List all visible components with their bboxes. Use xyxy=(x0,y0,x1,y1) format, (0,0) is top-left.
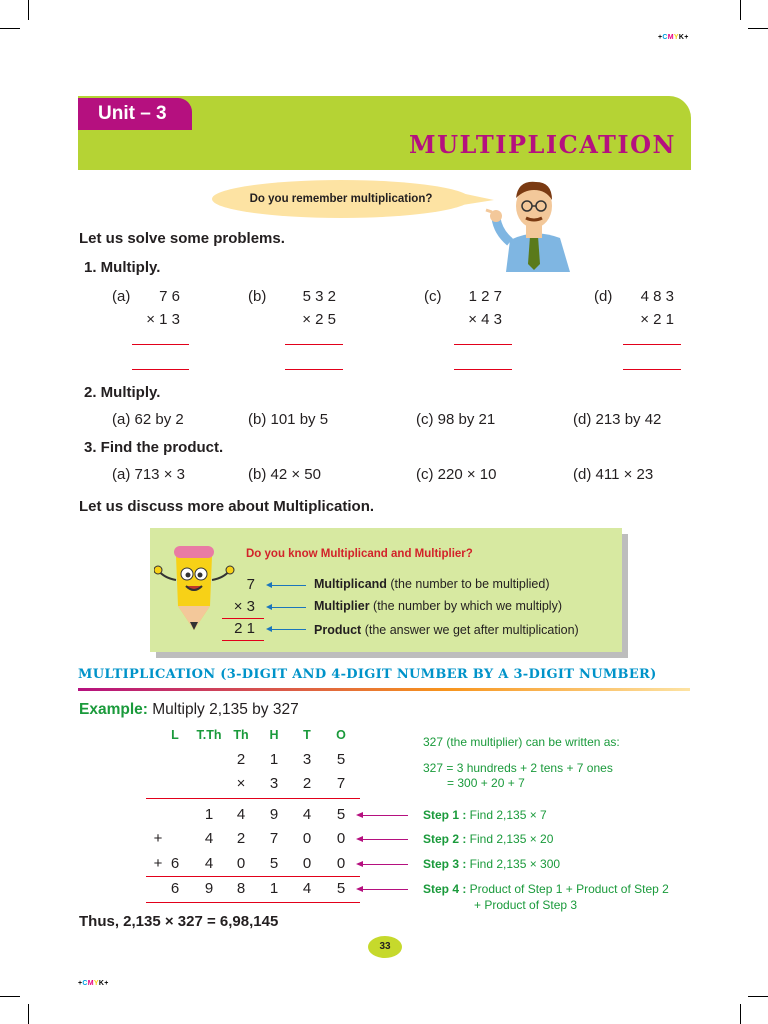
step-arrow-head xyxy=(356,861,363,867)
digit-cell: 1 xyxy=(269,880,279,897)
q1-a-label: (a) xyxy=(112,288,131,305)
q1-c-top: 1 2 7 xyxy=(468,288,502,305)
q2-item-a: (a) 62 by 2 xyxy=(112,411,184,428)
q2-item-d: (d) 213 by 42 xyxy=(573,411,662,428)
q1-d-bottom: × 2 1 xyxy=(640,311,674,328)
question-2-heading: 2. Multiply. xyxy=(84,384,161,401)
info-box-title: Do you know Multiplicand and Multiplier? xyxy=(246,548,473,560)
product-definition: Product (the answer we get after multiplication) xyxy=(314,623,579,637)
digit-cell: 6 xyxy=(170,855,180,872)
digit-cell: 4 xyxy=(204,855,214,872)
calculation-rule xyxy=(146,902,360,903)
speech-bubble: Do you remember multiplication? xyxy=(212,180,470,218)
digit-cell: 2 xyxy=(236,830,246,847)
column-header: O xyxy=(336,728,346,742)
arrow-line xyxy=(270,585,306,586)
q3-item-d: (d) 411 × 23 xyxy=(573,466,654,483)
intro-text: Let us solve some problems. xyxy=(79,230,285,247)
unit-tag: Unit – 3 xyxy=(78,98,192,130)
step-arrow-line xyxy=(362,839,408,840)
digit-cell: 0 xyxy=(302,855,312,872)
column-header: H xyxy=(269,728,279,742)
arrow-head xyxy=(266,604,272,610)
step-arrow-head xyxy=(356,836,363,842)
cmyk-mark-bottom: +CMYK+ xyxy=(78,980,109,987)
digit-cell: 0 xyxy=(302,830,312,847)
crop-mark xyxy=(28,1004,29,1024)
answer-line xyxy=(285,344,343,345)
digit-cell: 0 xyxy=(336,855,346,872)
step-4: Step 4 : Product of Step 1 + Product of Step 2 xyxy=(423,882,669,896)
question-1-heading: 1. Multiply. xyxy=(84,259,161,276)
answer-line xyxy=(132,369,189,370)
digit-cell: 5 xyxy=(336,751,346,768)
q1-b-bottom: × 2 5 xyxy=(302,311,336,328)
digit-cell: 4 xyxy=(302,880,312,897)
q1-d-top: 4 8 3 xyxy=(640,288,674,305)
q2-item-b: (b) 101 by 5 xyxy=(248,411,329,428)
step-arrow-line xyxy=(362,815,408,816)
q1-a-bottom: × 1 3 xyxy=(146,311,180,328)
column-header: T xyxy=(303,728,311,742)
product-rule xyxy=(222,618,264,619)
digit-cell: 4 xyxy=(302,806,312,823)
row-sign: + xyxy=(153,830,163,847)
multiplicand-definition: Multiplicand (the number to be multiplied) xyxy=(314,577,550,591)
crop-mark xyxy=(0,996,20,997)
expansion-line-1: 327 = 3 hundreds + 2 tens + 7 ones xyxy=(423,761,613,775)
example-text: Multiply 2,135 by 327 xyxy=(147,701,299,718)
step-2: Step 2 : Find 2,135 × 20 xyxy=(423,832,554,846)
multiplicand-value: 7 xyxy=(246,576,255,593)
step-1: Step 1 : Find 2,135 × 7 xyxy=(423,808,547,822)
digit-cell: 5 xyxy=(269,855,279,872)
digit-cell: × xyxy=(236,775,246,792)
digit-cell: 3 xyxy=(302,751,312,768)
crop-mark xyxy=(740,0,741,20)
crop-mark xyxy=(748,996,768,997)
digit-cell: 0 xyxy=(336,830,346,847)
multiplier-value: × 3 xyxy=(233,598,255,615)
digit-cell: 7 xyxy=(269,830,279,847)
crop-mark xyxy=(28,0,29,20)
digit-cell: 5 xyxy=(336,880,346,897)
arrow-head xyxy=(266,582,272,588)
discuss-text: Let us discuss more about Multiplication. xyxy=(79,498,375,515)
question-3-heading: 3. Find the product. xyxy=(84,439,224,456)
q1-c-label: (c) xyxy=(424,288,442,305)
teacher-illustration xyxy=(484,172,584,272)
q3-item-b: (b) 42 × 50 xyxy=(248,466,321,483)
calculation-rule xyxy=(146,876,360,877)
q3-item-a: (a) 713 × 3 xyxy=(112,466,185,483)
answer-line xyxy=(623,369,681,370)
q1-b-top: 5 3 2 xyxy=(302,288,336,305)
answer-line xyxy=(454,344,512,345)
step-arrow-head xyxy=(356,812,363,818)
digit-cell: 9 xyxy=(269,806,279,823)
digit-cell: 8 xyxy=(236,880,246,897)
example-label: Example: xyxy=(79,701,148,718)
example-line xyxy=(79,701,299,719)
crop-mark xyxy=(0,28,20,29)
arrow-line xyxy=(270,629,306,630)
digit-cell: 7 xyxy=(336,775,346,792)
step-4-continued: + Product of Step 3 xyxy=(474,898,578,912)
answer-line xyxy=(285,369,343,370)
digit-cell: 2 xyxy=(236,751,246,768)
column-header: L xyxy=(171,728,179,742)
page-number: 33 xyxy=(368,936,402,958)
step-3: Step 3 : Find 2,135 × 300 xyxy=(423,857,561,871)
arrow-line xyxy=(270,607,306,608)
digit-cell: 1 xyxy=(204,806,214,823)
digit-cell: 5 xyxy=(336,806,346,823)
q1-c-bottom: × 4 3 xyxy=(468,311,502,328)
q1-d-label: (d) xyxy=(594,288,613,305)
product-value: 2 1 xyxy=(234,620,255,637)
digit-cell: 3 xyxy=(269,775,279,792)
answer-line xyxy=(132,344,189,345)
q2-item-c: (c) 98 by 21 xyxy=(416,411,496,428)
crop-mark xyxy=(748,28,768,29)
answer-line xyxy=(623,344,681,345)
section-heading: MULTIPLICATION (3-DIGIT AND 4-DIGIT NUMBER BY A 3-DIGIT NUMBER) xyxy=(78,667,657,682)
q1-a-top: 7 6 xyxy=(159,288,180,305)
calculation-rule xyxy=(146,798,360,799)
section-rule xyxy=(78,688,690,691)
row-sign: + xyxy=(153,855,163,872)
multiplier-note: 327 (the multiplier) can be written as: xyxy=(423,735,620,749)
q3-item-c: (c) 220 × 10 xyxy=(416,466,497,483)
page-title: MULTIPLICATION xyxy=(409,130,676,159)
q1-b-label: (b) xyxy=(248,288,267,305)
digit-cell: 4 xyxy=(204,830,214,847)
conclusion: Thus, 2,135 × 327 = 6,98,145 xyxy=(79,913,279,930)
digit-cell: 4 xyxy=(236,806,246,823)
expansion-line-2: = 300 + 20 + 7 xyxy=(447,776,525,790)
digit-cell: 9 xyxy=(204,880,214,897)
column-header: Th xyxy=(233,728,249,742)
multiplier-definition: Multiplier (the number by which we multiply) xyxy=(314,599,562,613)
cmyk-mark-top: +CMYK+ xyxy=(658,34,689,41)
crop-mark xyxy=(740,1004,741,1024)
column-header: T.Th xyxy=(196,728,222,742)
digit-cell: 6 xyxy=(170,880,180,897)
answer-line xyxy=(454,369,512,370)
digit-cell: 1 xyxy=(269,751,279,768)
product-rule xyxy=(222,640,264,641)
digit-cell: 2 xyxy=(302,775,312,792)
arrow-head xyxy=(266,626,272,632)
digit-cell: 0 xyxy=(236,855,246,872)
step-arrow-line xyxy=(362,889,408,890)
step-arrow-line xyxy=(362,864,408,865)
step-arrow-head xyxy=(356,886,363,892)
